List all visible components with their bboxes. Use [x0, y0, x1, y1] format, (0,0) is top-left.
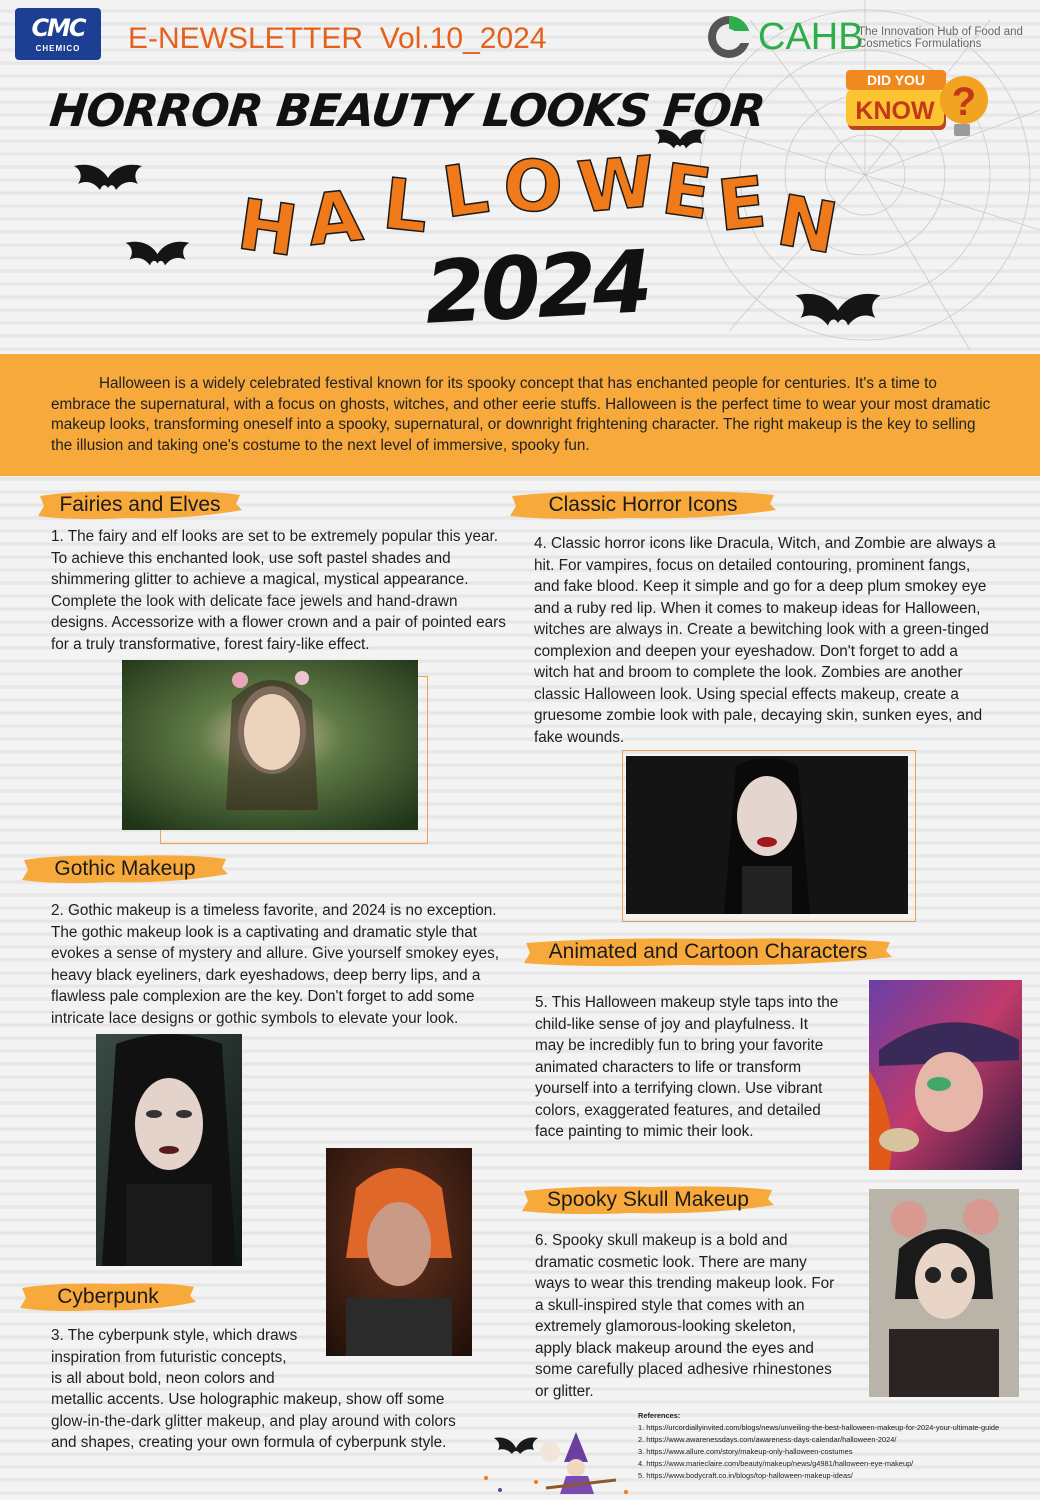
halloween-letter: E	[657, 147, 717, 236]
reference-link[interactable]: 2. https://www.awarenessdays.com/awareness-days-calendar/halloween-2024/	[638, 1435, 897, 1444]
body-line: is all about bold, neon colors and	[51, 1370, 275, 1387]
fairies-body: 1. The fairy and elf looks are set to be extremely popular this year. To achieve this enchanted look, use soft pastel shades and shimmering glitter to achieve a magical, mystical appearance. Complete the look with delicate face jewels and hand-drawn designs. Accessorize with a flower crown and a pair of pointed ears for a truly transformative, forest fairy-like effect.	[51, 528, 506, 653]
heading-text: Classic Horror Icons	[548, 493, 738, 516]
partner-tagline: The Innovation Hub of Food and Cosmetics Formulations	[858, 26, 1023, 50]
reference-link[interactable]: 1. https://urcordiallyinvited.com/blogs/news/unveiling-the-best-halloween-makeup-for-2024-your-ultimate-guide	[638, 1423, 1000, 1432]
cartoon-portrait-photo	[869, 980, 1022, 1170]
fairies-heading	[36, 488, 244, 522]
cahb-logo-icon	[706, 14, 752, 60]
heading-text: Gothic Makeup	[54, 857, 196, 880]
chemico-logo	[15, 8, 101, 60]
halloween-letter: L	[437, 146, 494, 235]
badge-line2: KNOW	[855, 97, 935, 125]
halloween-letter: H	[232, 183, 303, 273]
logo-name: CHEMICO	[35, 44, 81, 53]
fairy-portrait-photo	[122, 660, 418, 830]
cyberpunk-portrait-photo	[326, 1148, 472, 1356]
vampire-portrait-photo	[626, 756, 908, 914]
reference-link[interactable]: 4. https://www.marieclaire.com/beauty/makeup/news/g4981/halloween-eye-makeup/	[638, 1459, 914, 1468]
partner-name: CAHB	[758, 16, 864, 58]
halloween-letter: A	[303, 174, 367, 262]
intro-banner	[0, 354, 1040, 476]
halloween-letter: N	[771, 179, 844, 271]
cyberpunk-heading	[18, 1280, 198, 1314]
badge-line1: DID YOU	[866, 72, 926, 88]
reference-link[interactable]: 3. https://www.allure.com/story/makeup-only-halloween-costumes	[638, 1447, 853, 1456]
classic-heading	[508, 488, 778, 522]
bat-icon	[786, 288, 890, 338]
heading-text: Cyberpunk	[57, 1285, 159, 1308]
cyberpunk-body: metallic accents. Use holographic makeup, show off some glow-in-the-dark glitter makeup, and play around with colors and shapes, creating your own formula of cyberpunk style.	[51, 1391, 456, 1451]
intro-text: Halloween is a widely celebrated festival known for its spooky concept that has enchanted people for centuries. It's a time to embrace the supernatural, with a focus on ghosts, witches, and other eerie stuffs. Halloween is the perfect time to wear your most dramatic makeup looks, transforming oneself into a spooky, supernatural, or downright frightening character. The right makeup is the key to selling the illusion and taking one's costume to the next level of immersive, spooky fun.	[51, 375, 991, 454]
bat-icon	[120, 236, 195, 276]
classic-body: 4. Classic horror icons like Dracula, Witch, and Zombie are always a hit. For vampires, focus on detailed contouring, prominent fangs, and fake blood. Keep it simple and go for a deep plum smokey eye and a ruby red lip. When it comes to makeup ideas for Halloween, witches are always in. Create a bewitching look with a green-tinged complexion and deepen your eyeshadow. Don't forget to add a witch hat and broom to complete the look. Zombies are another classic Halloween look. Using special effects makeup, create a gruesome zombie look with pale, decaying skin, sunken eyes, and fake wounds.	[534, 535, 996, 746]
witch-decoration	[476, 1422, 636, 1498]
skull-body: 6. Spooky skull makeup is a bold and dramatic cosmetic look. There are many ways to wear this trending makeup look. For a skull-inspired style that comes with an extremely glamorous-looking skeleton, apply black makeup around the eyes and some carefully placed adhesive rhinestones or glitter.	[535, 1232, 835, 1400]
heading-text: Fairies and Elves	[59, 493, 221, 516]
bat-icon	[650, 126, 710, 156]
gothic-heading	[20, 852, 230, 886]
animated-heading	[522, 935, 894, 969]
gothic-portrait-photo	[96, 1034, 242, 1266]
body-line: inspiration from futuristic concepts,	[51, 1348, 287, 1366]
references-title: References:	[638, 1411, 681, 1420]
skull-heading	[520, 1183, 776, 1217]
badge-symbol: ?	[951, 80, 977, 124]
did-you-know-badge	[846, 70, 996, 142]
headline: HORROR BEAUTY LOOKS FOR	[47, 84, 768, 137]
logo-mark: CMC	[31, 14, 85, 42]
gothic-body: 2. Gothic makeup is a timeless favorite, and 2024 is no exception. The gothic makeup look is a captivating and dramatic style that evokes a sense of mystery and allure. Give yourself smokey eyes, heavy black eyeliners, dark eyeshadows, deep berry lips, and a flawless pale complexion are the key. Don't forget to add some intricate lace designs or gothic symbols to elevate your look.	[51, 902, 500, 1027]
heading-text: Animated and Cartoon Characters	[548, 940, 868, 963]
bat-icon	[68, 160, 148, 200]
reference-link[interactable]: 5. https://www.bodycraft.co.in/blogs/top-halloween-makeup-ideas/	[638, 1471, 853, 1480]
newsletter-volume: E-NEWSLETTER Vol.10_2024	[128, 22, 547, 55]
title-year: 2024	[422, 232, 651, 344]
references	[638, 1410, 1038, 1482]
heading-text: Spooky Skull Makeup	[547, 1188, 749, 1211]
animated-body: 5. This Halloween makeup style taps into the child-like sense of joy and playfulness. It may be incredibly fun to bring your favorite animated characters to life or transform yourself into a terrifying clown. Use vibrant colors, exaggerated features, and detailed face painting to mimic their look.	[535, 994, 839, 1140]
halloween-letter: E	[713, 160, 770, 248]
halloween-letter: O	[500, 143, 566, 230]
body-line: 3. The cyberpunk style, which draws	[51, 1327, 298, 1344]
halloween-letter: L	[379, 162, 433, 249]
halloween-letter: W	[574, 140, 659, 230]
skull-portrait-photo	[869, 1189, 1019, 1397]
cyberpunk-body-short	[51, 1325, 341, 1390]
